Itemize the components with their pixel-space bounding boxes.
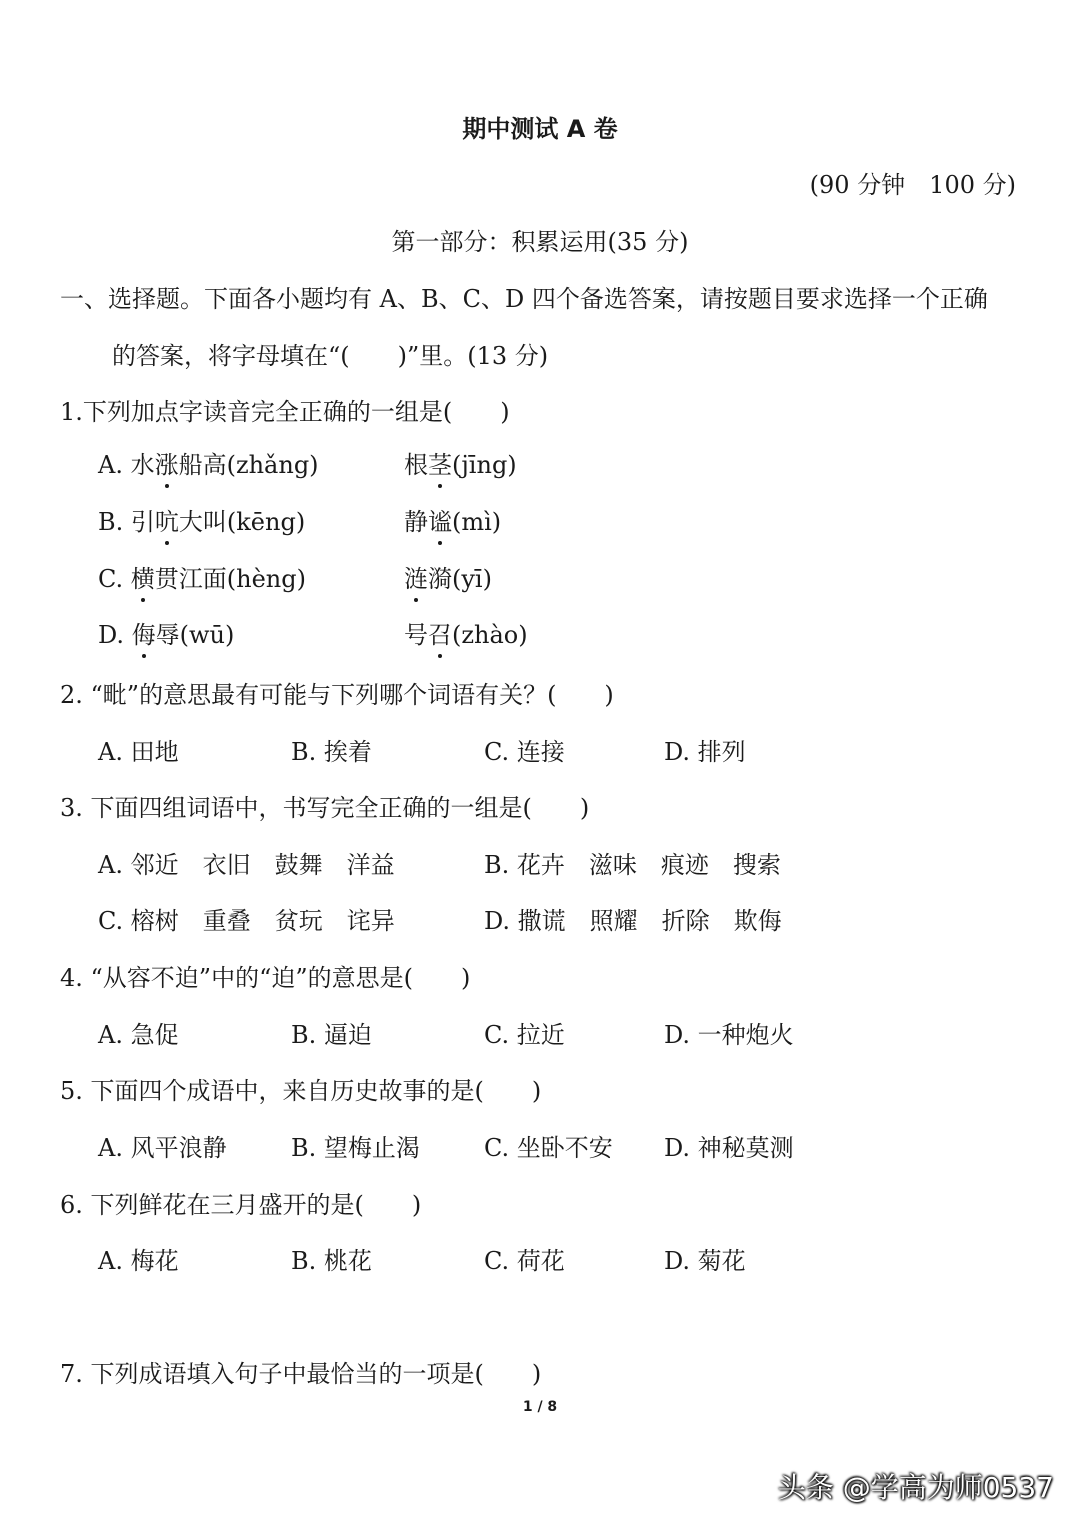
question-2-stem: 2. “毗”的意思最有可能与下列哪个词语有关？( )	[60, 681, 614, 709]
q3-option-d: D. 撒谎 照耀 折除 欺侮	[484, 907, 782, 935]
time-score-info: (90 分钟 100 分)	[809, 171, 1016, 199]
q4-option-b: B. 逼迫	[291, 1021, 372, 1049]
source-watermark: 头条 @学高为师0537	[777, 1471, 1054, 1504]
q1-option-c-left: C. 横贯江面(hèng)	[98, 565, 306, 593]
q2-option-b: B. 挨着	[291, 738, 372, 766]
question-3-stem: 3. 下面四组词语中，书写完全正确的一组是( )	[60, 794, 590, 822]
q1-option-c-right: 涟漪(yī)	[404, 565, 492, 593]
q4-option-a: A. 急促	[98, 1021, 179, 1049]
emphasis-dot-char: 谧	[428, 508, 452, 536]
q6-option-d: D. 菊花	[664, 1247, 746, 1275]
q6-option-b: B. 桃花	[291, 1247, 372, 1275]
question-6-stem: 6. 下列鲜花在三月盛开的是( )	[60, 1191, 422, 1219]
q2-option-d: D. 排列	[664, 738, 746, 766]
q5-option-a: A. 风平浪静	[98, 1134, 227, 1162]
q1-option-b-left: B. 引吭大叫(kēng)	[98, 508, 306, 536]
q3-option-a: A. 邻近 衣旧 鼓舞 洋益	[98, 851, 395, 879]
emphasis-dot-char: 涨	[154, 451, 179, 479]
q5-option-d: D. 神秘莫测	[664, 1134, 794, 1162]
emphasis-dot-char: 涟	[404, 565, 428, 593]
question-4-stem: 4. “从容不迫”中的“迫”的意思是( )	[60, 964, 471, 992]
question-7-stem: 7. 下列成语填入句子中最恰当的一项是( )	[60, 1360, 542, 1388]
q4-option-d: D. 一种炮火	[664, 1021, 794, 1049]
q2-option-c: C. 连接	[484, 738, 565, 766]
q1-option-a-left: A. 水涨船高(zhǎng)	[98, 451, 319, 479]
emphasis-dot-char: 横	[130, 565, 155, 593]
q5-option-b: B. 望梅止渴	[291, 1134, 420, 1162]
q3-option-b: B. 花卉 滋味 痕迹 搜索	[484, 851, 781, 879]
q1-option-a-right: 根茎(jīng)	[404, 451, 517, 479]
emphasis-dot-char: 侮	[131, 621, 156, 649]
q3-option-c: C. 榕树 重叠 贫玩 诧异	[98, 907, 395, 935]
q4-option-c: C. 拉近	[484, 1021, 565, 1049]
emphasis-dot-char: 茎	[428, 451, 452, 479]
q5-option-c: C. 坐卧不安	[484, 1134, 613, 1162]
question-5-stem: 5. 下面四个成语中，来自历史故事的是( )	[60, 1077, 542, 1105]
emphasis-dot-char: 召	[428, 621, 452, 649]
q1-option-d-right: 号召(zhào)	[404, 621, 528, 649]
exam-title: 期中测试 A 卷	[462, 115, 618, 143]
q1-option-d-left: D. 侮辱(wū)	[98, 621, 235, 649]
question-1-stem: 1.下列加点字读音完全正确的一组是( )	[60, 398, 510, 426]
page-number: 1 / 8	[522, 1399, 558, 1415]
q2-option-a: A. 田地	[98, 738, 179, 766]
section-instruction-line2: 的答案，将字母填在“( )”里。(13 分)	[112, 342, 549, 370]
q6-option-c: C. 荷花	[484, 1247, 565, 1275]
section-instruction-line1: 一、选择题。下面各小题均有 A、B、C、D 四个备选答案，请按题目要求选择一个正确	[60, 285, 988, 313]
part-heading: 第一部分：积累运用(35 分)	[391, 228, 689, 256]
q1-option-b-right: 静谧(mì)	[404, 508, 502, 536]
emphasis-dot-char: 吭	[154, 508, 179, 536]
q6-option-a: A. 梅花	[98, 1247, 179, 1275]
